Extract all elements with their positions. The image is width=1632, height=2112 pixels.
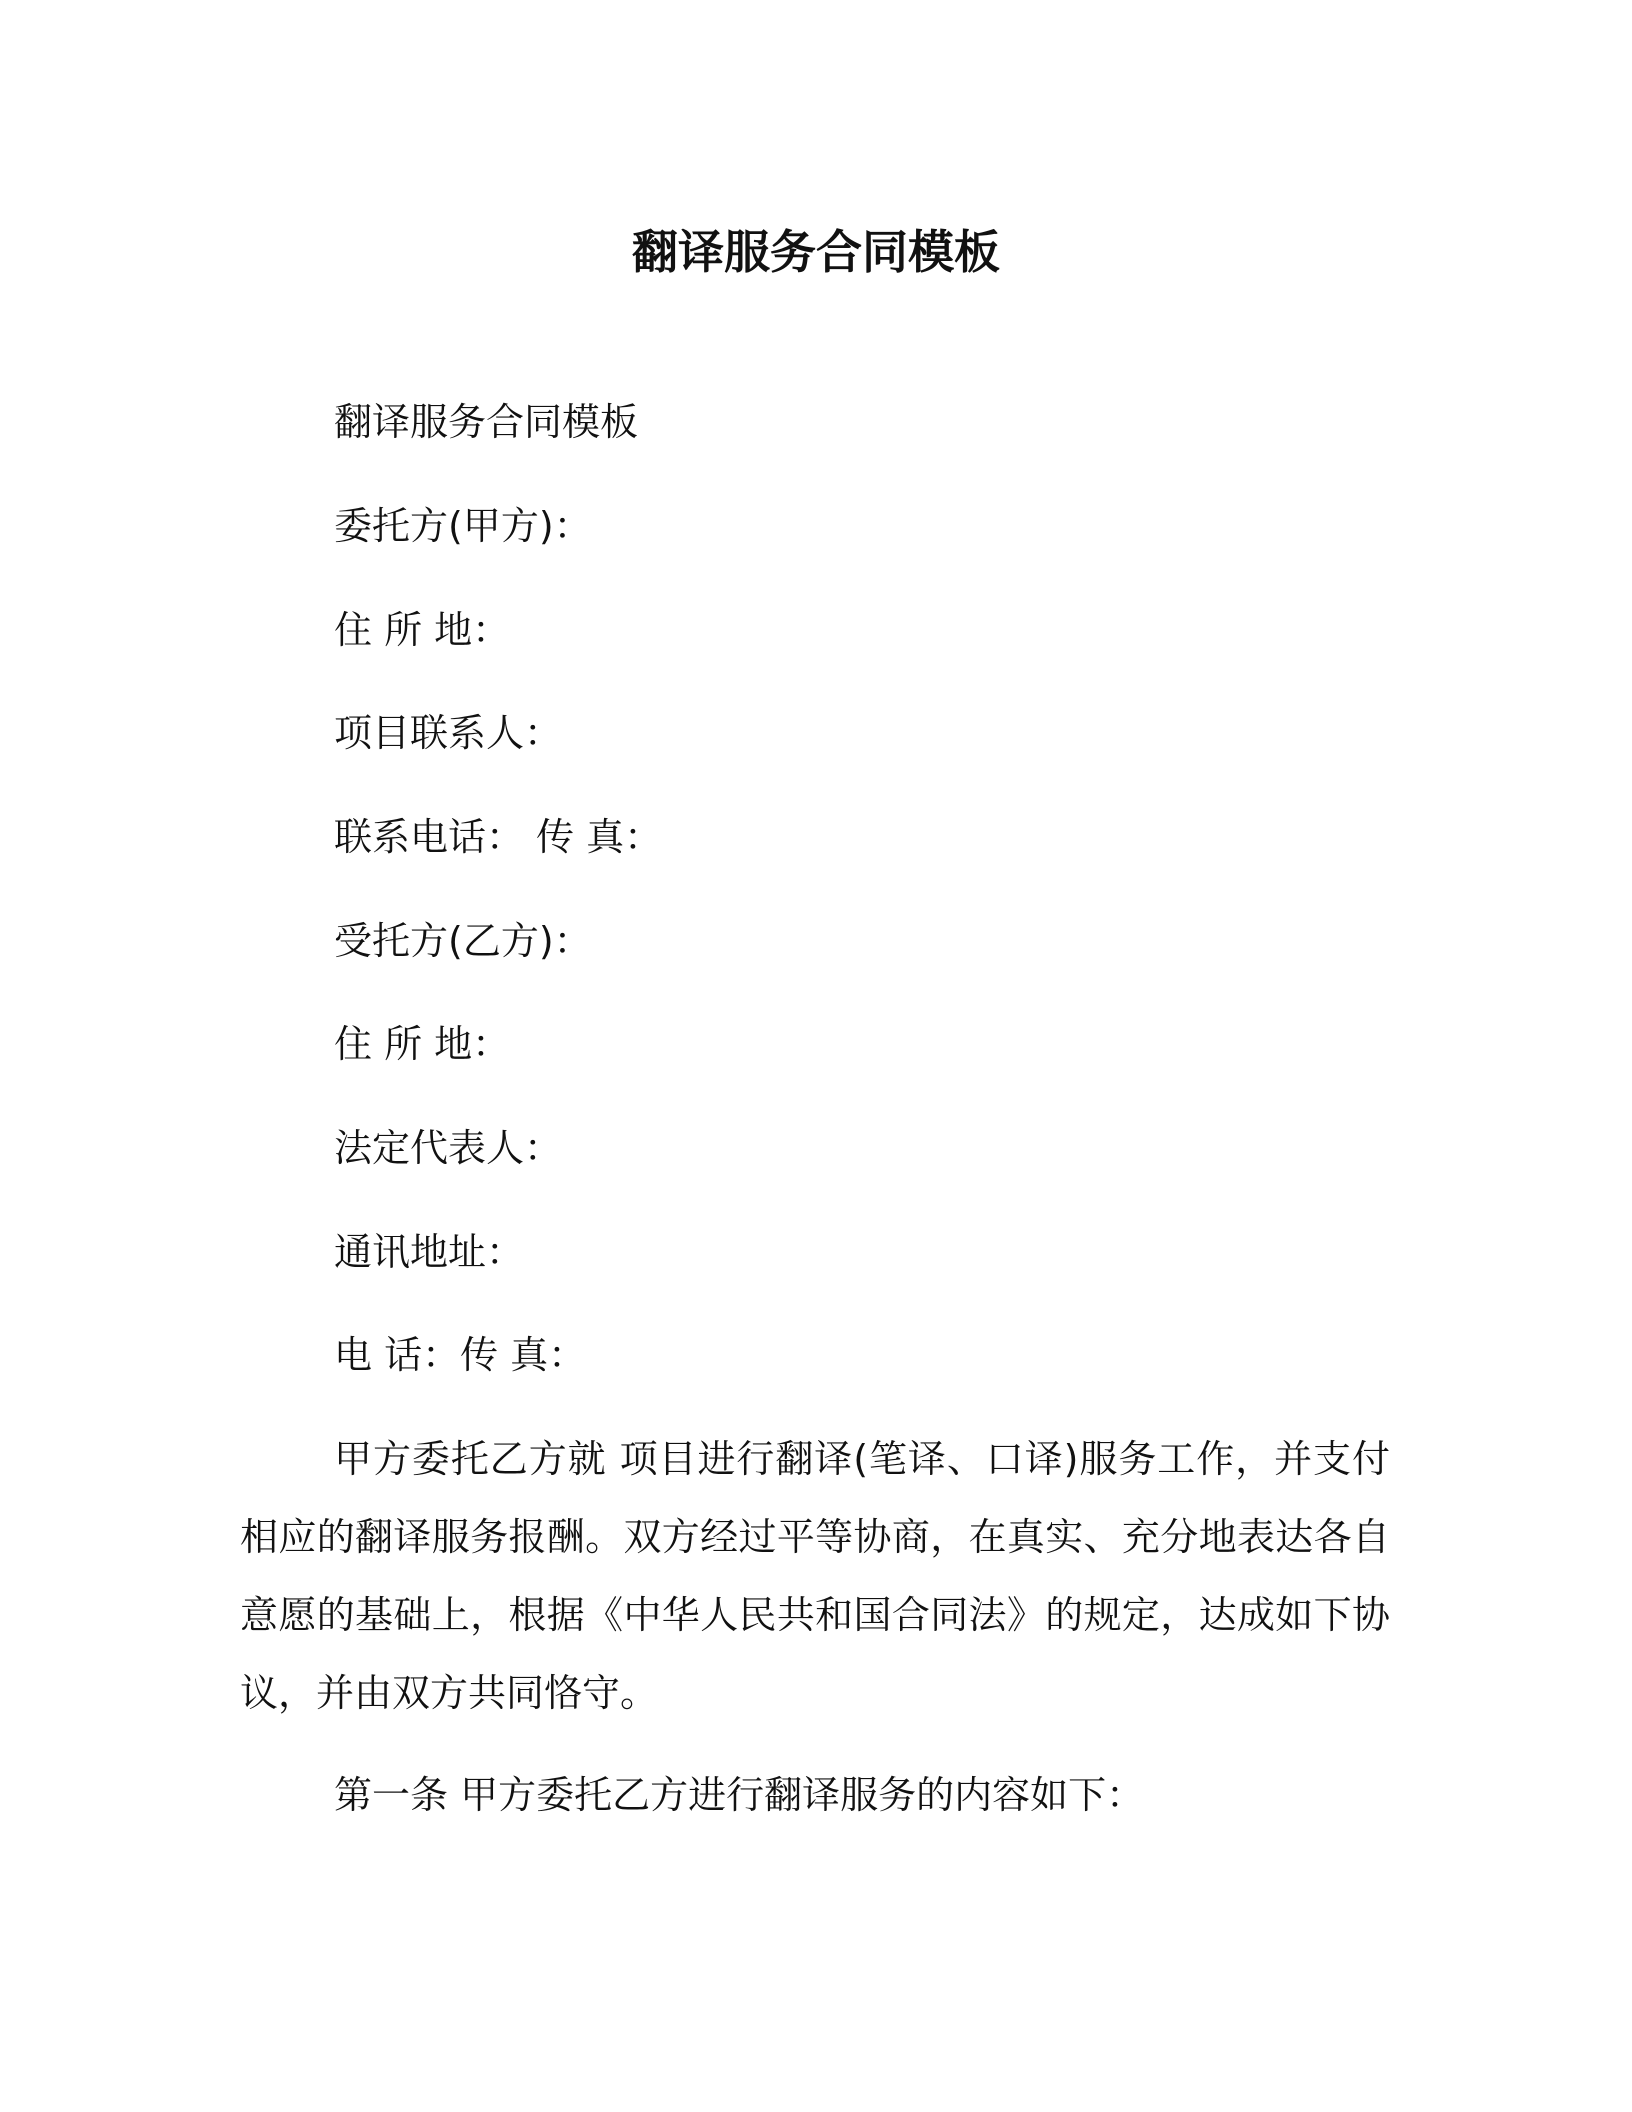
document-subtitle: 翻译服务合同模板 xyxy=(334,400,639,444)
field-contractor-phone-fax: 电 话：传 真： xyxy=(334,1333,587,1377)
article-1-heading: 第一条 甲方委托乙方进行翻译服务的内容如下： xyxy=(334,1773,1145,1817)
field-mailing-address: 通讯地址： xyxy=(334,1230,525,1274)
field-project-contact: 项目联系人： xyxy=(334,711,563,755)
field-client-phone-fax: 联系电话： 传 真： xyxy=(334,815,663,859)
field-client-party-a: 委托方(甲方)： xyxy=(334,504,592,548)
field-contractor-address: 住 所 地： xyxy=(334,1022,511,1066)
document-title: 翻译服务合同模板 xyxy=(632,225,1000,279)
field-client-address: 住 所 地： xyxy=(334,608,511,652)
intro-paragraph: 甲方委托乙方就 项目进行翻译(笔译、口译)服务工作，并支付相应的翻译服务报酬。双方经过平等协商，在真实、充分地表达各自意愿的基础上，根据《中华人民共和国合同法》的规定，达成如下协议，并由双方共同恪守。 xyxy=(240,1437,1390,1715)
field-legal-representative: 法定代表人： xyxy=(334,1126,563,1170)
field-contractor-party-b: 受托方(乙方)： xyxy=(334,919,592,963)
